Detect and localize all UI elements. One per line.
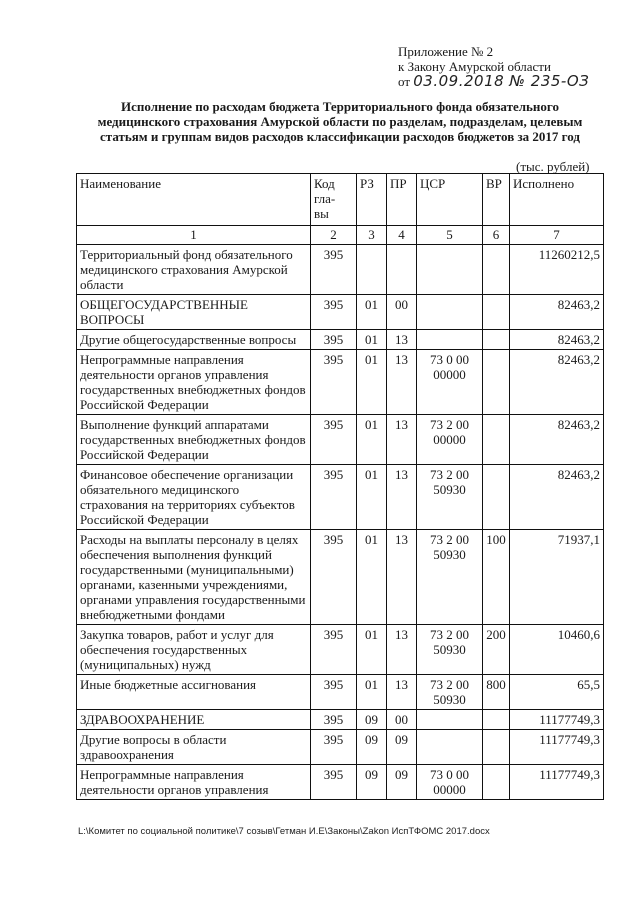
cell-code: 395 xyxy=(311,295,357,330)
cell-csr: 73 0 00 00000 xyxy=(417,350,483,415)
cell-csr: 73 0 00 00000 xyxy=(417,765,483,800)
cell-rz: 01 xyxy=(357,675,387,710)
cell-done: 82463,2 xyxy=(510,465,604,530)
header-code: Код гла- вы xyxy=(311,174,357,226)
appendix-number: Приложение № 2 xyxy=(398,44,494,59)
cell-csr xyxy=(417,710,483,730)
cell-done: 11177749,3 xyxy=(510,765,604,800)
cell-csr: 73 2 00 50930 xyxy=(417,675,483,710)
cell-name: Другие общегосударственные вопросы xyxy=(77,330,311,350)
cell-vr: 100 xyxy=(483,530,510,625)
cell-code: 395 xyxy=(311,730,357,765)
cell-vr: 800 xyxy=(483,675,510,710)
appendix-law-reference: к Закону Амурской области xyxy=(398,59,551,74)
cell-done: 11177749,3 xyxy=(510,710,604,730)
cell-done: 82463,2 xyxy=(510,295,604,330)
table-row xyxy=(77,350,604,415)
index-cell: 2 xyxy=(311,226,357,245)
cell-vr xyxy=(483,295,510,330)
table-row xyxy=(77,730,604,765)
cell-code: 395 xyxy=(311,415,357,465)
cell-pr: 13 xyxy=(387,330,417,350)
cell-csr: 73 2 00 50930 xyxy=(417,465,483,530)
cell-csr xyxy=(417,330,483,350)
cell-vr xyxy=(483,245,510,295)
cell-vr xyxy=(483,465,510,530)
table-row xyxy=(77,330,604,350)
cell-vr xyxy=(483,350,510,415)
cell-rz: 01 xyxy=(357,295,387,330)
cell-name: Иные бюджетные ассигнования xyxy=(77,675,311,710)
title-line-2: медицинского страхования Амурской области по разделам, подразделам, целевым xyxy=(97,114,583,129)
cell-pr: 13 xyxy=(387,530,417,625)
cell-pr: 13 xyxy=(387,625,417,675)
cell-rz: 01 xyxy=(357,330,387,350)
table-row xyxy=(77,245,604,295)
header-vr: ВР xyxy=(483,174,510,226)
index-cell: 4 xyxy=(387,226,417,245)
cell-csr: 73 2 00 50930 xyxy=(417,625,483,675)
units-label: (тыс. рублей) xyxy=(516,159,590,174)
cell-rz: 09 xyxy=(357,710,387,730)
cell-done: 10460,6 xyxy=(510,625,604,675)
cell-csr xyxy=(417,245,483,295)
document-title xyxy=(70,99,610,144)
index-cell: 6 xyxy=(483,226,510,245)
table-row xyxy=(77,465,604,530)
cell-pr: 13 xyxy=(387,465,417,530)
header-done: Исполнено xyxy=(510,174,604,226)
index-cell: 7 xyxy=(510,226,604,245)
cell-pr: 00 xyxy=(387,710,417,730)
cell-rz: 01 xyxy=(357,415,387,465)
table-header-row xyxy=(77,174,604,226)
handwritten-date: 03.09.2018 № 235-ОЗ xyxy=(413,72,590,90)
cell-code: 395 xyxy=(311,710,357,730)
cell-rz: 01 xyxy=(357,465,387,530)
cell-done: 82463,2 xyxy=(510,350,604,415)
table-row xyxy=(77,415,604,465)
index-cell: 3 xyxy=(357,226,387,245)
cell-pr: 00 xyxy=(387,295,417,330)
appendix-date-prefix: от xyxy=(398,74,411,89)
cell-code: 395 xyxy=(311,350,357,415)
budget-table xyxy=(76,173,604,800)
cell-name: Выполнение функций аппаратами государственных внебюджетных фондов Российской Федерации xyxy=(77,415,311,465)
cell-rz: 01 xyxy=(357,530,387,625)
index-cell: 5 xyxy=(417,226,483,245)
cell-code: 395 xyxy=(311,465,357,530)
cell-done: 82463,2 xyxy=(510,415,604,465)
cell-code: 395 xyxy=(311,330,357,350)
title-line-1: Исполнение по расходам бюджета Территориального фонда обязательного xyxy=(121,99,559,114)
header-pr: ПР xyxy=(387,174,417,226)
cell-pr: 09 xyxy=(387,765,417,800)
cell-done: 11260212,5 xyxy=(510,245,604,295)
cell-rz xyxy=(357,245,387,295)
cell-csr xyxy=(417,730,483,765)
cell-code: 395 xyxy=(311,675,357,710)
cell-code: 395 xyxy=(311,245,357,295)
cell-code: 395 xyxy=(311,765,357,800)
index-cell: 1 xyxy=(77,226,311,245)
cell-rz: 01 xyxy=(357,350,387,415)
appendix-block xyxy=(398,44,589,89)
cell-done: 65,5 xyxy=(510,675,604,710)
cell-vr xyxy=(483,415,510,465)
cell-pr: 13 xyxy=(387,350,417,415)
cell-rz: 09 xyxy=(357,730,387,765)
header-name: Наименование xyxy=(77,174,311,226)
cell-csr: 73 2 00 00000 xyxy=(417,415,483,465)
cell-name: Непрограммные направления деятельности органов управления государственных внебюджетных фондов Российской Федерации xyxy=(77,350,311,415)
cell-code: 395 xyxy=(311,625,357,675)
cell-name: Другие вопросы в области здравоохранения xyxy=(77,730,311,765)
cell-pr xyxy=(387,245,417,295)
cell-csr xyxy=(417,295,483,330)
cell-name: Закупка товаров, работ и услуг для обеспечения государственных (муниципальных) нужд xyxy=(77,625,311,675)
cell-vr xyxy=(483,330,510,350)
cell-name: ОБЩЕГОСУДАРСТВЕННЫЕ ВОПРОСЫ xyxy=(77,295,311,330)
appendix-date-line xyxy=(398,74,589,89)
cell-pr: 13 xyxy=(387,415,417,465)
cell-vr xyxy=(483,710,510,730)
table-row xyxy=(77,530,604,625)
cell-vr xyxy=(483,765,510,800)
cell-name: Финансовое обеспечение организации обязательного медицинского страхования на территориях субъектов Российской Федерации xyxy=(77,465,311,530)
cell-name: Непрограммные направления деятельности органов управления xyxy=(77,765,311,800)
table-row xyxy=(77,710,604,730)
cell-name: Расходы на выплаты персоналу в целях обеспечения выполнения функций государственными (муниципальными) органами, казенными учреждениями, органами управления государственными внебюджетными фондами xyxy=(77,530,311,625)
header-rz: РЗ xyxy=(357,174,387,226)
cell-rz: 09 xyxy=(357,765,387,800)
table-row xyxy=(77,625,604,675)
cell-pr: 13 xyxy=(387,675,417,710)
header-csr: ЦСР xyxy=(417,174,483,226)
title-line-3: статьям и группам видов расходов классификации расходов бюджетов за 2017 год xyxy=(100,129,580,144)
cell-csr: 73 2 00 50930 xyxy=(417,530,483,625)
table-row xyxy=(77,675,604,710)
cell-name: ЗДРАВООХРАНЕНИЕ xyxy=(77,710,311,730)
cell-vr: 200 xyxy=(483,625,510,675)
cell-pr: 09 xyxy=(387,730,417,765)
cell-done: 11177749,3 xyxy=(510,730,604,765)
cell-code: 395 xyxy=(311,530,357,625)
table-row xyxy=(77,295,604,330)
cell-rz: 01 xyxy=(357,625,387,675)
cell-vr xyxy=(483,730,510,765)
cell-done: 71937,1 xyxy=(510,530,604,625)
table-row xyxy=(77,765,604,800)
table-index-row xyxy=(77,226,604,245)
cell-name: Территориальный фонд обязательного медицинского страхования Амурской области xyxy=(77,245,311,295)
cell-done: 82463,2 xyxy=(510,330,604,350)
file-path-footer: L:\Комитет по социальной политике\7 созыв\Гетман И.Е\Законы\Zakon ИспТФОМС 2017.docx xyxy=(78,826,490,837)
